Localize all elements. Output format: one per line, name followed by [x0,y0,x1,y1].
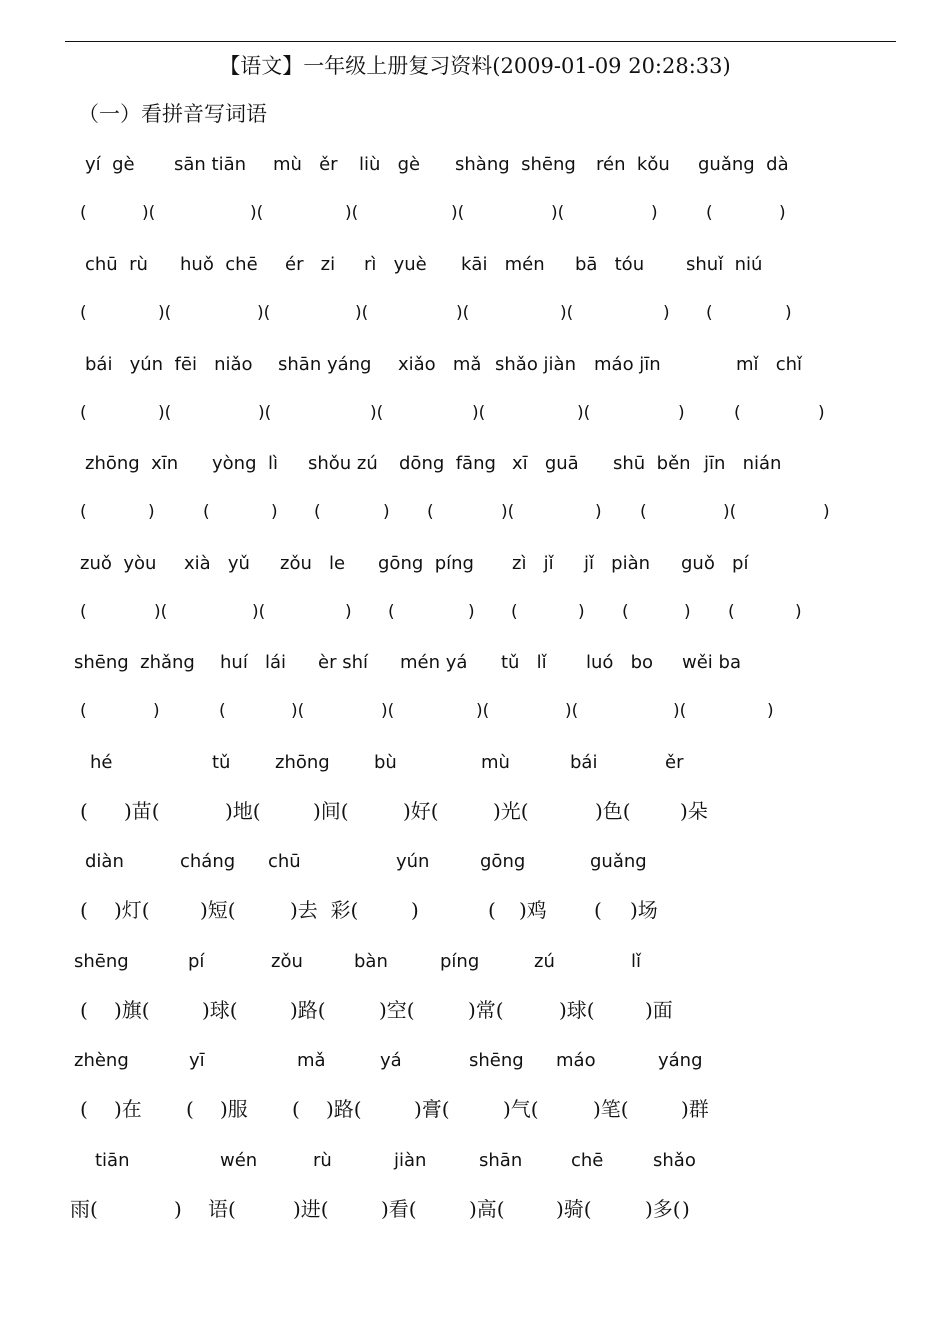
pinyin-word: xiǎo mǎ [398,354,482,375]
pinyin-word: huǒ chē [180,254,258,275]
answer-blank: )( [158,403,172,423]
answer-blank: )( [560,303,574,323]
pinyin-word: guǒ pí [681,553,749,574]
answer-blank: )群 [681,1097,709,1121]
answer-blank: ( [292,1097,300,1121]
answer-blank: ( [80,602,87,622]
pinyin-row [0,150,950,180]
answer-blank: )( [577,403,591,423]
pinyin-word: yún [396,851,430,872]
answer-blank: ) [818,403,825,423]
pinyin-word: shǎo jiàn [495,354,576,375]
pinyin-word: dōng fāng [399,453,496,474]
document-title: 【语文】一年级上册复习资料(2009-01-09 20:28:33) [219,54,731,78]
answer-blank: ( [706,303,713,323]
answer-blank: ( [80,799,88,823]
answer-blank: )( [472,403,486,423]
pinyin-word: zǒu [271,951,303,972]
pinyin-word: tǔ [212,752,231,773]
pinyin-word: bái [570,752,598,773]
pinyin-row [0,847,950,877]
answer-blank: )( [381,701,395,721]
pinyin-word: èr shí [318,652,368,673]
answer-blank: )间( [313,799,349,823]
answer-blank: ) [468,602,475,622]
answer-blank: )短( [200,898,236,922]
pinyin-word: shǎo [653,1150,696,1171]
answer-blank: )空( [379,998,415,1022]
answer-blank: ( [728,602,735,622]
pinyin-row [0,549,950,579]
pinyin-word: shū běn [613,453,691,474]
answer-blank: ) [682,1197,690,1221]
answer-blank: )笔( [593,1097,629,1121]
pinyin-word: píng [440,951,480,972]
answer-blank: ) [271,502,278,522]
pinyin-word: yòng lì [212,453,278,474]
answer-blank: )路( [326,1097,362,1121]
answer-blank: )( [258,403,272,423]
pinyin-word: zhōng xīn [85,453,179,474]
pinyin-word: shǒu zú [308,453,378,474]
answer-blank: )气( [503,1097,539,1121]
pinyin-word: kāi mén [461,254,545,275]
pinyin-word: wén [220,1150,258,1171]
answer-blank: ( [80,203,87,223]
answer-blank: )( [551,203,565,223]
pinyin-word: rén kǒu [596,154,670,175]
pinyin-word: wěi ba [682,652,741,673]
answer-blank: )高( [469,1197,505,1221]
pinyin-word: gōng [480,851,526,872]
answer-blank: ( [511,602,518,622]
answer-blank: )( [451,203,465,223]
pinyin-word: shēng zhǎng [74,652,195,673]
answer-blank: )( [345,203,359,223]
answer-row [0,1094,950,1124]
answer-blank: )( [456,303,470,323]
pinyin-word: shàng shēng [455,154,576,175]
answer-row [0,597,950,627]
answer-blank: ( [640,502,647,522]
answer-blank: ) [153,701,160,721]
answer-row [0,198,950,228]
pinyin-word: hé [90,752,113,773]
answer-blank: ( [427,502,434,522]
answer-blank: )( [257,303,271,323]
answer-blank: )膏( [414,1097,450,1121]
answer-blank: ) [823,502,830,522]
answer-blank: )在 [114,1097,142,1121]
pinyin-word: xī guā [512,453,579,474]
pinyin-word: chū rù [85,254,148,275]
answer-blank: ) [678,403,685,423]
answer-blank: )进( [293,1197,329,1221]
answer-blank: )球( [202,998,238,1022]
pinyin-row [0,1046,950,1076]
pinyin-word: ér zi [285,254,336,275]
pinyin-word: diàn [85,851,124,872]
answer-blank: ( [203,502,210,522]
answer-blank: )旗( [114,998,150,1022]
pinyin-word: mǐ chǐ [736,354,803,375]
answer-blank: ) [663,303,670,323]
pinyin-word: yī [189,1050,205,1071]
answer-blank: ) [383,502,390,522]
answer-blank: )( [723,502,737,522]
pinyin-row [0,350,950,380]
answer-blank: )( [501,502,515,522]
answer-blank: ) [148,502,155,522]
answer-blank: )朵 [680,799,708,823]
answer-blank: ( [80,502,87,522]
answer-row [0,497,950,527]
pinyin-word: máo [556,1050,596,1071]
answer-blank: )鸡 [519,898,547,922]
answer-row [0,1194,950,1224]
answer-blank: )地( [225,799,261,823]
pinyin-word: yáng [658,1050,703,1071]
answer-blank: )多( [645,1197,681,1221]
pinyin-word: rì yuè [364,254,427,275]
answer-blank: )( [252,602,266,622]
pinyin-word: zuǒ yòu [80,553,157,574]
pinyin-word: yá [380,1050,402,1071]
answer-blank: ) [578,602,585,622]
answer-blank: ( [80,303,87,323]
pinyin-word: mǎ [297,1050,326,1071]
answer-blank: ) [684,602,691,622]
pinyin-word: tǔ lǐ [501,652,547,673]
pinyin-word: yí gè [85,154,135,175]
pinyin-word: huí lái [220,652,287,673]
pinyin-word: shān yáng [278,354,372,375]
answer-blank: ( [488,898,496,922]
answer-blank: ) [779,203,786,223]
answer-blank: )好( [403,799,439,823]
answer-blank: ( [706,203,713,223]
pinyin-word: sān tiān [174,154,247,175]
answer-blank: )( [476,701,490,721]
pinyin-row [0,1146,950,1176]
pinyin-word: bàn [354,951,388,972]
answer-blank: )( [158,303,172,323]
answer-blank: )去 彩( [290,898,359,922]
answer-blank: )( [673,701,687,721]
pinyin-word: chū [268,851,301,872]
answer-blank: )场 [630,898,658,922]
answer-blank: ) [345,602,352,622]
pinyin-word: luó bo [586,652,654,673]
pinyin-word: zú [534,951,555,972]
pinyin-word: lǐ [631,951,642,972]
answer-blank: ) [595,502,602,522]
answer-blank: ( [80,898,88,922]
pinyin-word: liù gè [359,154,421,175]
section-heading: （一）看拼音写词语 [78,102,267,126]
pinyin-word: shān [479,1150,523,1171]
answer-blank: )骑( [556,1197,592,1221]
pinyin-word: shēng [74,951,129,972]
header-rule [65,41,896,42]
answer-blank: )( [370,403,384,423]
pinyin-word: guǎng dà [698,154,789,175]
pinyin-word: bái yún fēi niǎo [85,354,253,375]
answer-blank: )苗( [124,799,160,823]
pinyin-row [0,748,950,778]
pinyin-word: shuǐ niú [686,254,763,275]
pinyin-row [0,947,950,977]
pinyin-word: gōng píng [378,553,474,574]
answer-blank: )路( [290,998,326,1022]
answer-row [0,398,950,428]
pinyin-word: xià yǔ [184,553,250,574]
answer-blank: ) [174,1197,182,1221]
answer-blank: )光( [493,799,529,823]
answer-blank: ( [219,701,226,721]
pinyin-word: jiàn [394,1150,427,1171]
answer-blank: ( [80,1097,88,1121]
pinyin-word: mù [481,752,510,773]
answer-blank: ) [651,203,658,223]
answer-blank: )( [142,203,156,223]
pinyin-word: chē [571,1150,604,1171]
pinyin-word: bā tóu [575,254,645,275]
answer-blank: ( [594,898,602,922]
answer-blank: ) [795,602,802,622]
pinyin-word: mén yá [400,652,468,673]
pinyin-word: jǐ piàn [584,553,651,574]
pinyin-row [0,250,950,280]
answer-blank: ( [314,502,321,522]
pinyin-row [0,648,950,678]
pinyin-word: rù [313,1150,332,1171]
answer-blank: )灯( [114,898,150,922]
answer-blank: )常( [468,998,504,1022]
answer-blank: ( [388,602,395,622]
answer-blank: )色( [595,799,631,823]
pinyin-word: guǎng [590,851,647,872]
answer-blank: )( [250,203,264,223]
pinyin-word: máo jīn [594,354,661,375]
answer-blank: ) [411,898,419,922]
answer-row [0,995,950,1025]
answer-blank: )( [355,303,369,323]
pinyin-word: zǒu le [280,553,346,574]
pinyin-word: jīn nián [704,453,782,474]
answer-blank: ) [767,701,774,721]
answer-blank: )球( [559,998,595,1022]
answer-blank: ( [186,1097,194,1121]
answer-blank: )( [154,602,168,622]
pinyin-word: shēng [469,1050,524,1071]
answer-blank: )看( [381,1197,417,1221]
answer-row [0,895,950,925]
pinyin-word: zhèng [74,1050,129,1071]
answer-row [0,696,950,726]
pinyin-word: bù [374,752,397,773]
answer-row [0,298,950,328]
answer-blank: )( [291,701,305,721]
answer-blank: 语( [208,1197,236,1221]
answer-blank: )( [565,701,579,721]
pinyin-word: zhōng [275,752,330,773]
answer-blank: ) [785,303,792,323]
pinyin-word: zì jǐ [512,553,554,574]
pinyin-word: ěr [665,752,684,773]
pinyin-row [0,449,950,479]
answer-blank: ( [622,602,629,622]
pinyin-word: cháng [180,851,236,872]
answer-blank: ( [80,403,87,423]
answer-row [0,796,950,826]
pinyin-word: pí [188,951,205,972]
pinyin-word: tiān [95,1150,130,1171]
pinyin-word: mù ěr [273,154,338,175]
answer-blank: ( [80,701,87,721]
answer-blank: )服 [220,1097,248,1121]
answer-blank: 雨( [70,1197,98,1221]
answer-blank: ( [734,403,741,423]
answer-blank: )面 [645,998,673,1022]
answer-blank: ( [80,998,88,1022]
